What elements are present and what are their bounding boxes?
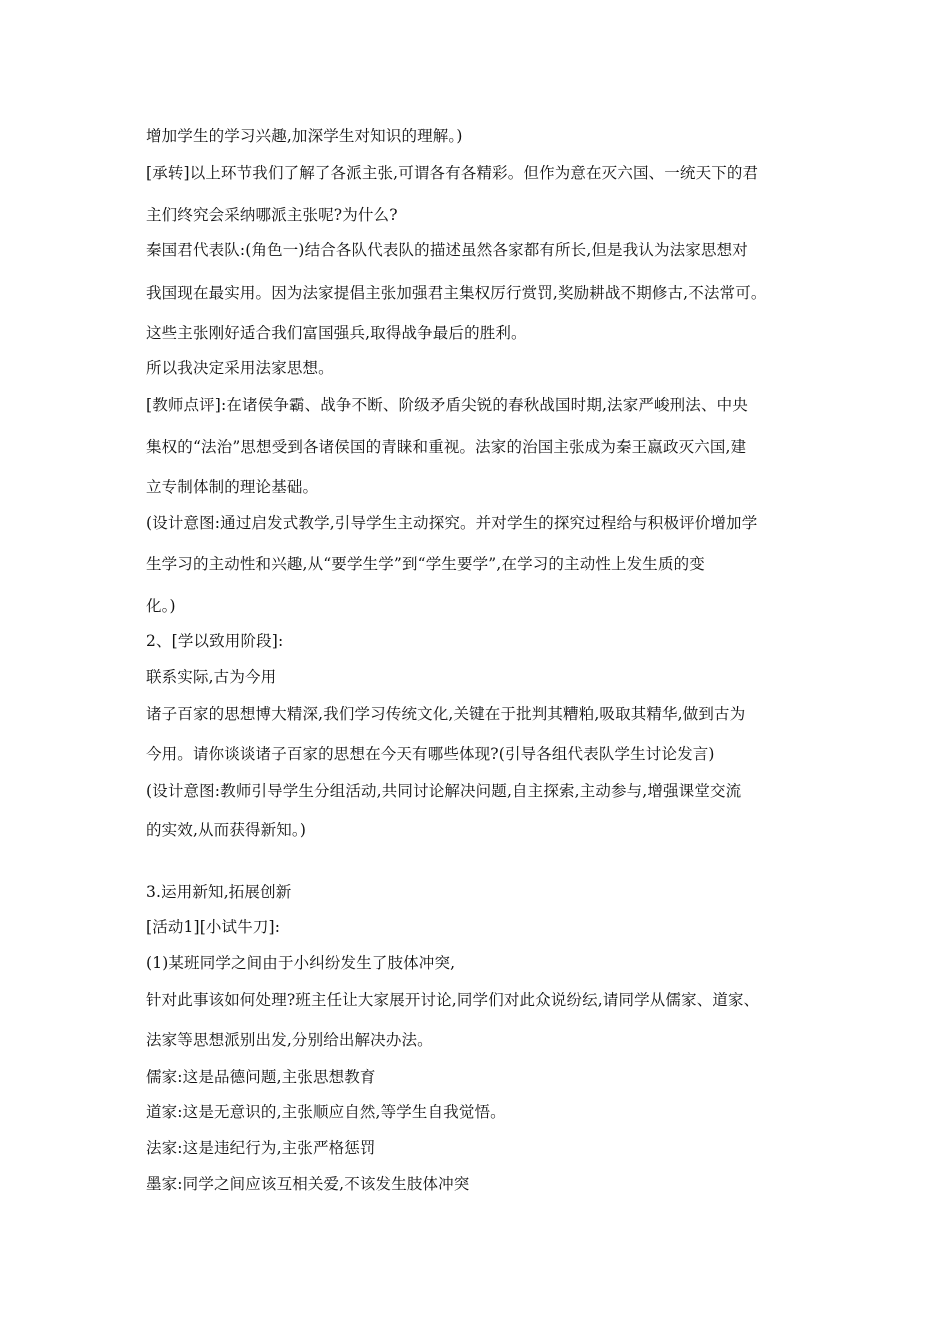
- section-heading: 2、[学以致用阶段]:: [146, 632, 284, 650]
- paragraph-line: (设计意图:教师引导学生分组活动,共同讨论解决问题,自主探索,主动参与,增强课堂交流: [146, 782, 742, 800]
- paragraph-line: 我国现在最实用。因为法家提倡主张加强君主集权厉行赏罚,奖励耕战不期修古,不法常可。: [146, 284, 767, 302]
- section-heading: 3.运用新知,拓展创新: [146, 883, 292, 901]
- paragraph-line: 法家:这是违纪行为,主张严格惩罚: [146, 1139, 376, 1157]
- paragraph-line: 这些主张刚好适合我们富国强兵,取得战争最后的胜利。: [146, 324, 527, 342]
- paragraph-line: 法家等思想派别出发,分别给出解决办法。: [146, 1031, 433, 1049]
- paragraph-line: 立专制体制的理论基础。: [146, 478, 319, 496]
- paragraph-line: 联系实际,古为今用: [146, 668, 277, 686]
- paragraph-line: [承转]以上环节我们了解了各派主张,可谓各有各精彩。但作为意在灭六国、一统天下的君: [146, 164, 759, 182]
- paragraph-line: 所以我决定采用法家思想。: [146, 359, 334, 377]
- paragraph-line: [活动1][小试牛刀]:: [146, 918, 281, 936]
- paragraph-line: 的实效,从而获得新知。): [146, 821, 307, 839]
- paragraph-line: 生学习的主动性和兴趣,从“要学生学”到“学生要学”,在学习的主动性上发生质的变: [146, 555, 705, 573]
- paragraph-line: 今用。请你谈谈诸子百家的思想在今天有哪些体现?(引导各组代表队学生讨论发言): [146, 745, 715, 763]
- paragraph-line: 化。): [146, 597, 176, 615]
- paragraph-line: 道家:这是无意识的,主张顺应自然,等学生自我觉悟。: [146, 1103, 506, 1121]
- paragraph-line: 集权的“法治”思想受到各诸侯国的青睐和重视。法家的治国主张成为秦王嬴政灭六国,建: [146, 438, 747, 456]
- paragraph-line: 主们终究会采纳哪派主张呢?为什么?: [146, 206, 398, 224]
- paragraph-line: (设计意图:通过启发式教学,引导学生主动探究。并对学生的探究过程给与积极评价增加学: [146, 514, 758, 532]
- paragraph-line: 墨家:同学之间应该互相关爱,不该发生肢体冲突: [146, 1175, 470, 1193]
- paragraph-line: 增加学生的学习兴趣,加深学生对知识的理解。): [146, 127, 463, 145]
- paragraph-line: [教师点评]:在诸侯争霸、战争不断、阶级矛盾尖锐的春秋战国时期,法家严峻刑法、中央: [146, 396, 748, 414]
- paragraph-line: (1)某班同学之间由于小纠纷发生了肢体冲突,: [146, 954, 456, 972]
- paragraph-line: 儒家:这是品德问题,主张思想教育: [146, 1068, 376, 1086]
- paragraph-line: 诸子百家的思想博大精深,我们学习传统文化,关键在于批判其糟粕,吸取其精华,做到古为: [146, 705, 746, 723]
- paragraph-line: 秦国君代表队:(角色一)结合各队代表队的描述虽然各家都有所长,但是我认为法家思想对: [146, 241, 748, 259]
- paragraph-line: 针对此事该如何处理?班主任让大家展开讨论,同学们对此众说纷纭,请同学从儒家、道家、: [146, 991, 760, 1009]
